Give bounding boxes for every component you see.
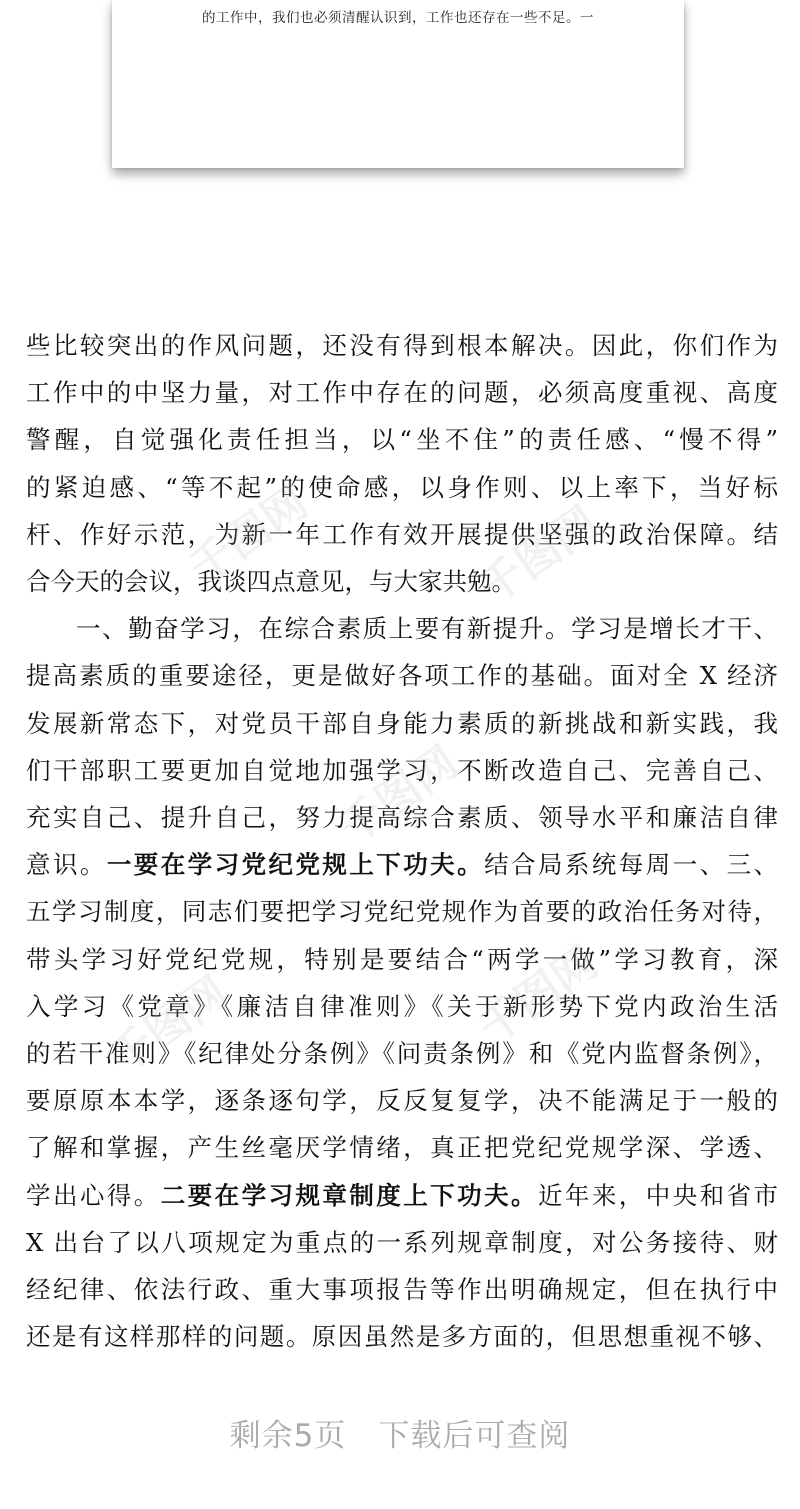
text-line: 合今天的会议，我谈四点意见，与大家共勉。 [26, 567, 516, 597]
watermark: 千图网 [329, 736, 468, 855]
watermark: 千图网 [469, 936, 608, 1055]
text-line: 发展新常态下，对党员干部自身能力素质的新挑战和新实践，我 [26, 708, 778, 738]
text-line: 还是有这样那样的问题。原因虽然是多方面的，但思想重视不够、 [26, 1322, 778, 1352]
text-line: 带头学习好党纪党规，特别是要结合“两学一做”学习教育，深 [26, 944, 778, 974]
preview-text-line: 的工作中，我们也必须清醒认识到，工作也还存在一些不足。一 [202, 10, 594, 26]
text-segment: 结合局系统每周一、三、 [484, 850, 779, 880]
text-segment: 近年来，中央和省市 [537, 1180, 779, 1210]
text-line: 了解和掌握，产生丝毫厌学情绪，真正把党纪党规学深、学透、 [26, 1133, 778, 1163]
text-line: 的紧迫感、“等不起”的使命感，以身作则、以上率下，当好标 [26, 472, 778, 502]
text-line: 充实自己、提升自己，努力提高综合素质、领导水平和廉洁自律 [26, 803, 778, 833]
text-line [26, 1172, 778, 1219]
text-line: X 出台了以八项规定为重点的一系列规章制度，对公务接待、财 [26, 1227, 778, 1257]
bold-subheading: 二要在学习规章制度上下功夫。 [160, 1180, 538, 1210]
download-to-view-label: 下载后可查阅 [378, 1418, 571, 1454]
bold-subheading: 一要在学习党纪党规上下功夫。 [106, 850, 485, 880]
preview-page-card [112, 0, 684, 168]
watermark: 千图网 [179, 476, 318, 595]
text-line: 杆、作好示范，为新一年工作有效开展提供坚强的政治保障。结 [26, 519, 778, 549]
text-line: 入学习《党章》《廉洁自律准则》《关于新形势下党内政治生活 [26, 991, 778, 1021]
text-segment: 意识。 [26, 850, 107, 880]
text-line: 五学习制度，同志们要把学习党纪党规作为首要的政治任务对待， [26, 897, 778, 927]
watermark: 千图网 [469, 496, 608, 615]
text-line [26, 841, 778, 888]
text-line: 要原原本本学，逐条逐句学，反反复复学，决不能满足于一般的 [26, 1086, 778, 1116]
section-heading-line: 一、勤奋学习，在综合素质上要有新提升。学习是增长才干、 [76, 614, 778, 644]
text-line: 警醒，自觉强化责任担当，以“坐不住”的责任感、“慢不得” [26, 425, 778, 455]
text-line: 们干部职工要更加自觉地加强学习，不断改造自己、完善自己、 [26, 755, 778, 785]
download-prompt[interactable] [0, 1410, 800, 1455]
document-body [26, 322, 778, 1360]
text-line: 的若干准则》《纪律处分条例》《问责条例》和《党内监督条例》， [26, 1039, 778, 1069]
remaining-pages-label: 剩余5页 [229, 1418, 347, 1454]
text-line: 提高素质的重要途径，更是做好各项工作的基础。面对全 X 经济 [26, 661, 778, 691]
text-line: 经纪律、依法行政、重大事项报告等作出明确规定，但在执行中 [26, 1275, 778, 1305]
text-line: 些比较突出的作风问题，还没有得到根本解决。因此，你们作为 [26, 331, 778, 360]
text-line: 工作中的中坚力量，对工作中存在的问题，必须高度重视、高度 [26, 378, 778, 408]
watermark: 千图网 [99, 966, 238, 1085]
text-segment: 学出心得。 [26, 1180, 161, 1210]
